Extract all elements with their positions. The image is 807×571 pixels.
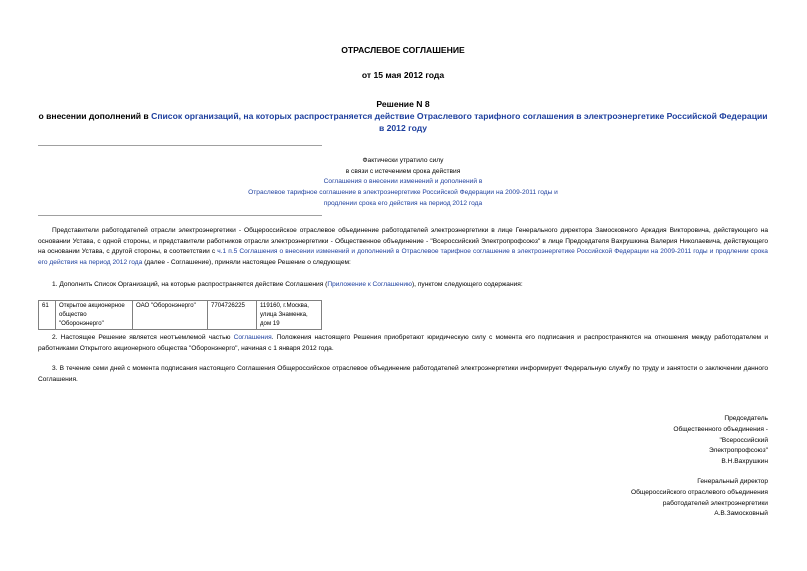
address-line-1: 119160, г.Москва, bbox=[260, 302, 309, 309]
item-2-text-a: 2. Настоящее Решение является неотъемлемой частью bbox=[52, 334, 234, 341]
agreement-link[interactable]: Соглашения о внесении изменений и дополнений в Отраслевое тарифное соглашение в электроэнергетике Российской Федерации на 2009-2011 годы и продлении срока его действия на период 2012 года bbox=[38, 248, 768, 266]
status-link-3[interactable]: продлении срока его действия на период 2012 года bbox=[323, 199, 483, 207]
signature-employers-line-3: работодателей электроэнергетики bbox=[662, 499, 768, 507]
signature-employers-line-2: Общероссийского отраслевого объединения bbox=[630, 488, 768, 496]
inn-cell: 7704726225 bbox=[208, 301, 257, 330]
document-date: от 15 мая 2012 года bbox=[361, 70, 445, 80]
item-1-text-b: ), пунктом следующего содержания: bbox=[411, 281, 523, 288]
org-name-line-3: "Оборонэнерго" bbox=[59, 319, 104, 327]
org-full-name-cell bbox=[56, 301, 133, 330]
signature-union-line-3: "Всероссийский bbox=[719, 436, 768, 444]
signature-union-line-1: Председатель bbox=[724, 415, 768, 422]
signature-block-union bbox=[673, 414, 768, 468]
address-cell bbox=[257, 301, 322, 330]
item-1-paragraph bbox=[38, 280, 768, 291]
preamble-text-a: Представители работодателей отрасли электроэнергетики - Общероссийское отраслевое объединение работодателей электроэнергетики в лице Генерального директора Замосковного Аркадия Викторовича, действующего на основании Устава, с одной стороны, и представители работников отрасли электроэнергетики - Общественное объединение - "Всероссийский Электропрофсоюз" в лице Председателя Вахрушкина Валерия Николаевича, действующего на основании Устава, с другой стороны, в соответствии с bbox=[38, 227, 768, 256]
appendix-link[interactable]: Приложение к Соглашению bbox=[327, 281, 412, 288]
address-line-2: улица Знаменка, bbox=[260, 310, 308, 318]
separator-top bbox=[38, 145, 322, 146]
item-2-paragraph bbox=[38, 333, 768, 354]
signature-union-line-4: Электропрофсоюз" bbox=[708, 447, 768, 455]
signature-union-name: В.Н.Вахрушкин bbox=[721, 458, 768, 466]
signature-union-line-2: Общественного объединения - bbox=[673, 425, 768, 433]
org-name-line-2: общество bbox=[59, 310, 87, 318]
clause-link[interactable]: ч.1 п.5 bbox=[217, 248, 238, 256]
separator-bottom bbox=[38, 215, 322, 216]
row-number-cell: 61 bbox=[39, 301, 56, 330]
status-line-2: в связи с истечением срока действия bbox=[345, 167, 461, 175]
address-line-3: дом 19 bbox=[260, 319, 280, 327]
signature-block-employers bbox=[631, 477, 768, 520]
signature-employers-name: А.В.Замосковный bbox=[714, 510, 768, 518]
status-link-1[interactable]: Соглашения о внесении изменений и дополнений в bbox=[323, 178, 483, 186]
decision-subject-prefix: о внесении дополнений в bbox=[38, 111, 152, 121]
org-short-name-cell: ОАО "Оборонэнерго" bbox=[133, 301, 208, 330]
item-2-text-b: . Положения настоящего Решения приобретают юридическую силу с момента его подписания и распространяются на отношения между работодателем и работниками Открытого акционерного общества "Оборонэнерго", начиная с 1 января 2012 года. bbox=[38, 334, 769, 352]
org-name-line-1: Открытое акционерное bbox=[59, 302, 125, 309]
table-row bbox=[39, 301, 322, 330]
item-3-paragraph: 3. В течение семи дней с момента подписания настоящего Соглашения Общероссийское отраслевое объединение работодателей электроэнергетики информирует Федеральную службу по труду и занятости о заключении данного Соглашения. bbox=[38, 365, 768, 383]
status-line-1: Фактически утратило силу bbox=[362, 157, 444, 164]
item-1-text-a: 1. Дополнить Список Организаций, на которые распространяется действие Соглашения ( bbox=[52, 281, 328, 288]
agreement-short-link[interactable]: Соглашения bbox=[233, 334, 272, 341]
signature-employers-line-1: Генеральный директор bbox=[697, 478, 768, 485]
document-title: ОТРАСЛЕВОЕ СОГЛАШЕНИЕ bbox=[341, 45, 465, 55]
organizations-list-link[interactable]: Список организаций, на которых распространяется действие Отраслевого тарифного соглашения в электроэнергетике Российской Федерации в 2012 году bbox=[151, 111, 768, 133]
decision-number: Решение N 8 bbox=[376, 99, 430, 109]
decision-subject bbox=[38, 111, 768, 134]
status-note bbox=[38, 156, 768, 209]
preamble-paragraph bbox=[38, 226, 768, 268]
status-link-2[interactable]: Отраслевое тарифное соглашение в электроэнергетике Российской Федерации на 2009-2011 годы и bbox=[248, 189, 558, 197]
preamble-text-c: (далее - Соглашение), приняли настоящее Решение о следующем: bbox=[142, 258, 351, 266]
organization-table bbox=[38, 300, 322, 330]
